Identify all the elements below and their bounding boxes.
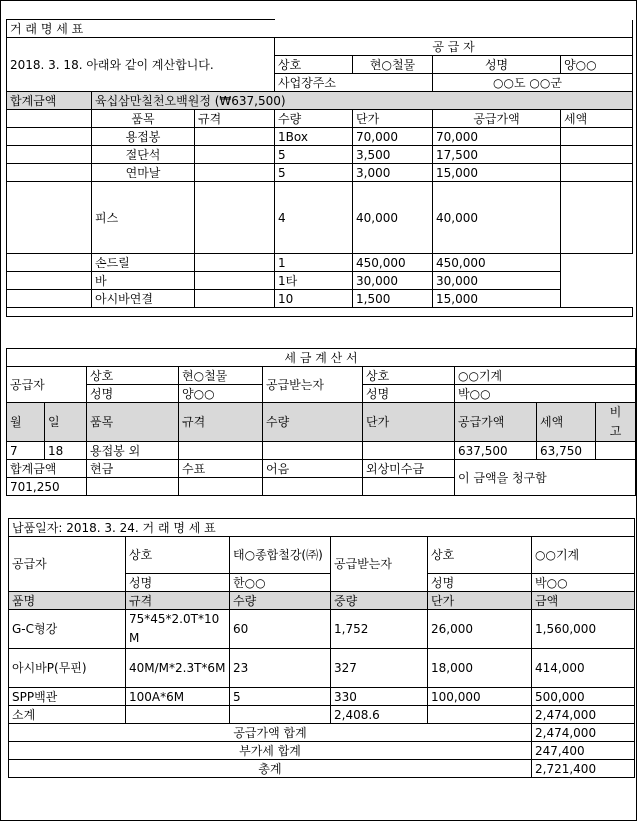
statement-2-receiver-name: ○○기계 bbox=[532, 537, 635, 574]
table-row: 절단석 5 3,500 17,500 bbox=[7, 146, 633, 164]
invoice-header-note: 비 고 bbox=[596, 403, 636, 442]
statement-2-header-name: 품명 bbox=[9, 592, 126, 610]
invoice-total-value: 701,250 bbox=[7, 478, 87, 496]
tax-invoice-table bbox=[6, 348, 636, 496]
statement-1-owner-value: 양○○ bbox=[561, 56, 633, 74]
statement-1-header-qty: 수량 bbox=[275, 110, 353, 128]
statement-2-supply-total-label: 공급가액 합계 bbox=[9, 724, 532, 742]
invoice-total-label: 합계금액 bbox=[7, 460, 87, 478]
invoice-cash-label: 현금 bbox=[87, 460, 179, 478]
invoice-receiver-owner-label: 성명 bbox=[363, 385, 455, 403]
invoice-header-tax: 세액 bbox=[537, 403, 596, 442]
statement-2-supply-total: 2,474,000 bbox=[532, 724, 635, 742]
invoice-header-qty: 수량 bbox=[263, 403, 363, 442]
invoice-credit-label: 외상미수금 bbox=[363, 460, 455, 478]
invoice-header-day: 일 bbox=[45, 403, 87, 442]
statement-1-header-spec: 규격 bbox=[195, 110, 275, 128]
statement-1-name-label: 상호 bbox=[275, 56, 353, 74]
invoice-receiver-name-label: 상호 bbox=[363, 367, 455, 385]
statement-1-date-line: 2018. 3. 18. 아래와 같이 계산합니다. bbox=[7, 38, 275, 92]
table-row: SPP백관 100A*6M 5 330 100,000 500,000 bbox=[9, 688, 635, 706]
statement-2-supplier-name: 태○종합철강(㈜) bbox=[230, 537, 331, 574]
statement-1-supplier-label: 공 급 자 bbox=[275, 38, 633, 56]
invoice-header-item: 품목 bbox=[87, 403, 179, 442]
statement-2-vat-total: 247,400 bbox=[532, 742, 635, 760]
table-row: 7 18 용접봉 외 637,500 63,750 bbox=[7, 442, 636, 460]
statement-2-supplier-label: 공급자 bbox=[9, 537, 126, 592]
statement-2-header-qty: 수량 bbox=[230, 592, 331, 610]
invoice-header-month: 월 bbox=[7, 403, 45, 442]
statement-1-owner-label: 성명 bbox=[433, 56, 561, 74]
invoice-check-label: 수표 bbox=[179, 460, 263, 478]
statement-1-table bbox=[6, 19, 633, 317]
statement-2-header-price: 단가 bbox=[428, 592, 532, 610]
statement-2-receiver-owner-label: 성명 bbox=[428, 574, 532, 592]
statement-1-total-label: 합계금액 bbox=[7, 92, 92, 110]
table-row: 아시바P(무핀) 40M/M*2.3T*6M 23 327 18,000 414,000 bbox=[9, 649, 635, 688]
statement-2-title: 납품일자: 2018. 3. 24. 거 래 명 세 표 bbox=[9, 519, 635, 537]
tax-invoice-title: 세 금 계 산 서 bbox=[7, 349, 636, 367]
table-row: 아시바연결 10 1,500 15,000 bbox=[7, 290, 633, 308]
statement-1-header-item: 품목 bbox=[92, 110, 195, 128]
invoice-supplier-owner-label: 성명 bbox=[87, 385, 179, 403]
table-row: 바 1타 30,000 30,000 bbox=[7, 272, 633, 290]
statement-2-header-weight: 중량 bbox=[331, 592, 428, 610]
statement-1-header-amount: 공급가액 bbox=[433, 110, 561, 128]
statement-2-table bbox=[8, 518, 635, 778]
invoice-receiver-label: 공급받는자 bbox=[263, 367, 363, 403]
statement-1-name-value: 현○철물 bbox=[353, 56, 433, 74]
invoice-supplier-owner: 양○○ bbox=[179, 385, 263, 403]
statement-2-subtotal-amount: 2,474,000 bbox=[532, 706, 635, 724]
table-row: G-C형강 75*45*2.0T*10M 60 1,752 26,000 1,560,000 bbox=[9, 610, 635, 649]
statement-2-receiver-label: 공급받는자 bbox=[331, 537, 428, 592]
statement-2-supplier-owner-label: 성명 bbox=[126, 574, 230, 592]
invoice-header-spec: 규격 bbox=[179, 403, 263, 442]
invoice-header-price: 단가 bbox=[363, 403, 455, 442]
statement-2-grand-label: 총계 bbox=[9, 760, 532, 778]
statement-2-subtotal-weight: 2,408.6 bbox=[331, 706, 428, 724]
invoice-receiver-owner: 박○○ bbox=[455, 385, 636, 403]
statement-2-grand-total: 2,721,400 bbox=[532, 760, 635, 778]
statement-1-address-value: ○○도 ○○군 bbox=[433, 74, 633, 92]
invoice-claim-text: 이 금액을 청구함 bbox=[455, 460, 636, 496]
statement-1-header-price: 단가 bbox=[353, 110, 433, 128]
table-row: 손드릴 1 450,000 450,000 bbox=[7, 254, 633, 272]
statement-1-total-value: 육십삼만칠천오백원정 (₩637,500) bbox=[92, 92, 633, 110]
table-row: 용접봉 1Box 70,000 70,000 bbox=[7, 128, 633, 146]
statement-2-receiver-owner: 박○○ bbox=[532, 574, 635, 592]
statement-2-supplier-owner: 한○○ bbox=[230, 574, 331, 592]
invoice-supplier-name-label: 상호 bbox=[87, 367, 179, 385]
table-row: 피스 4 40,000 40,000 bbox=[7, 182, 633, 254]
invoice-bill-label: 어음 bbox=[263, 460, 363, 478]
table-row: 연마날 5 3,000 15,000 bbox=[7, 164, 633, 182]
statement-2-receiver-name-label: 상호 bbox=[428, 537, 532, 574]
statement-2-supplier-name-label: 상호 bbox=[126, 537, 230, 574]
invoice-supplier-label: 공급자 bbox=[7, 367, 87, 403]
statement-2-subtotal-label: 소계 bbox=[9, 706, 126, 724]
statement-2-header-amount: 금액 bbox=[532, 592, 635, 610]
invoice-supplier-name: 현○철물 bbox=[179, 367, 263, 385]
statement-1-address-label: 사업장주소 bbox=[275, 74, 433, 92]
statement-2-vat-label: 부가세 합계 bbox=[9, 742, 532, 760]
invoice-header-amount: 공급가액 bbox=[455, 403, 537, 442]
invoice-receiver-name: ○○기계 bbox=[455, 367, 636, 385]
statement-1-title: 거 래 명 세 표 bbox=[7, 20, 275, 38]
statement-2-header-spec: 규격 bbox=[126, 592, 230, 610]
statement-1-header-tax: 세액 bbox=[561, 110, 633, 128]
